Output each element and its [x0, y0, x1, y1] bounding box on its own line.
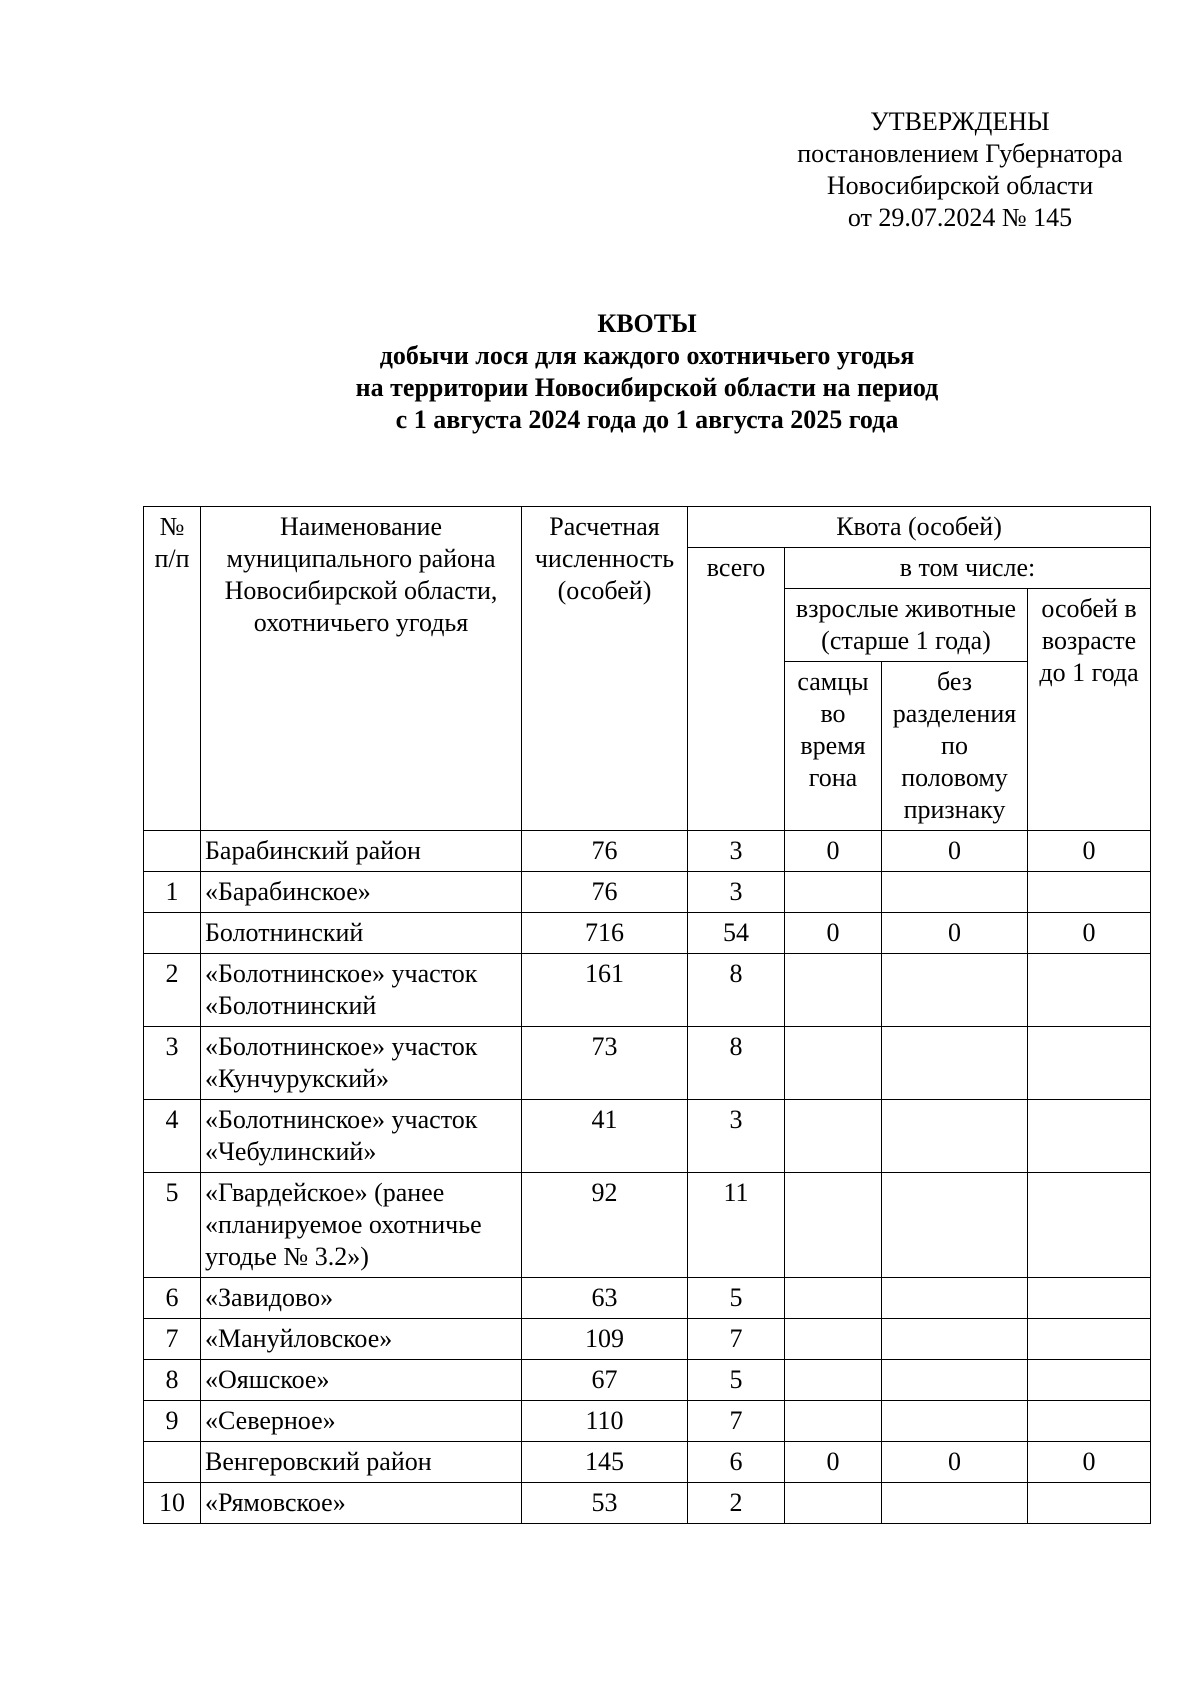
cell-population: 63: [522, 1278, 688, 1319]
table-row: [144, 1278, 1151, 1319]
cell-nosex: [882, 1483, 1028, 1524]
cell-num: 8: [144, 1360, 201, 1401]
cell-name: «Ояшское»: [201, 1360, 522, 1401]
cell-nosex: 0: [882, 831, 1028, 872]
cell-population: 161: [522, 954, 688, 1027]
cell-males: [785, 872, 882, 913]
title-line-3: на территории Новосибирской области на период: [355, 373, 939, 402]
cell-nosex: 0: [882, 913, 1028, 954]
cell-num: 4: [144, 1100, 201, 1173]
cell-name: «Барабинское»: [201, 872, 522, 913]
cell-total: 7: [688, 1319, 785, 1360]
cell-name: «Болотнинское» участок «Чебулинский»: [201, 1100, 522, 1173]
cell-males: 0: [785, 831, 882, 872]
table-row: [144, 872, 1151, 913]
cell-name: Барабинский район: [201, 831, 522, 872]
cell-population: 73: [522, 1027, 688, 1100]
cell-males: [785, 1319, 882, 1360]
cell-population: 76: [522, 872, 688, 913]
cell-young: [1028, 1360, 1151, 1401]
cell-nosex: [882, 872, 1028, 913]
cell-total: 5: [688, 1278, 785, 1319]
cell-males: [785, 1401, 882, 1442]
cell-name: «Северное»: [201, 1401, 522, 1442]
table-row: [144, 1483, 1151, 1524]
cell-young: [1028, 954, 1151, 1027]
cell-num: 3: [144, 1027, 201, 1100]
table-row: [144, 1401, 1151, 1442]
cell-population: 92: [522, 1173, 688, 1278]
approval-stamp: [700, 106, 1200, 234]
cell-nosex: [882, 1278, 1028, 1319]
cell-name: «Гвардейское» (ранее «планируемое охотничье угодье № 3.2»): [201, 1173, 522, 1278]
cell-young: [1028, 1401, 1151, 1442]
cell-young: [1028, 1173, 1151, 1278]
header-males: самцы во время гона: [785, 662, 882, 831]
cell-num: [144, 831, 201, 872]
cell-males: 0: [785, 913, 882, 954]
cell-name: «Рямовское»: [201, 1483, 522, 1524]
table-row: [144, 831, 1151, 872]
cell-name: «Завидово»: [201, 1278, 522, 1319]
cell-num: 5: [144, 1173, 201, 1278]
cell-num: [144, 1442, 201, 1483]
cell-population: 41: [522, 1100, 688, 1173]
header-num: № п/п: [144, 507, 201, 831]
cell-total: 11: [688, 1173, 785, 1278]
header-population: Расчетная численность (особей): [522, 507, 688, 831]
cell-young: [1028, 1027, 1151, 1100]
cell-name: Венгеровский район: [201, 1442, 522, 1483]
cell-name: «Болотнинское» участок «Кунчурукский»: [201, 1027, 522, 1100]
cell-num: 2: [144, 954, 201, 1027]
cell-nosex: [882, 954, 1028, 1027]
cell-total: 8: [688, 1027, 785, 1100]
cell-males: [785, 1027, 882, 1100]
cell-young: [1028, 1100, 1151, 1173]
cell-males: [785, 954, 882, 1027]
table-row: [144, 954, 1151, 1027]
cell-total: 3: [688, 872, 785, 913]
table-row: [144, 1027, 1151, 1100]
title-line-1: КВОТЫ: [597, 309, 697, 338]
header-young: особей в возрасте до 1 года: [1028, 589, 1151, 831]
cell-total: 2: [688, 1483, 785, 1524]
cell-young: 0: [1028, 913, 1151, 954]
cell-young: 0: [1028, 1442, 1151, 1483]
cell-num: 1: [144, 872, 201, 913]
document-title: [0, 308, 1200, 436]
cell-population: 110: [522, 1401, 688, 1442]
cell-nosex: [882, 1100, 1028, 1173]
cell-name: «Мануйловское»: [201, 1319, 522, 1360]
title-line-2: добычи лося для каждого охотничьего угодья: [379, 341, 915, 370]
cell-total: 6: [688, 1442, 785, 1483]
cell-num: 7: [144, 1319, 201, 1360]
cell-nosex: 0: [882, 1442, 1028, 1483]
cell-total: 54: [688, 913, 785, 954]
cell-nosex: [882, 1027, 1028, 1100]
cell-name: Болотнинский: [201, 913, 522, 954]
title-line-4: с 1 августа 2024 года до 1 августа 2025 года: [395, 405, 899, 434]
cell-young: 0: [1028, 831, 1151, 872]
cell-males: 0: [785, 1442, 882, 1483]
cell-young: [1028, 1278, 1151, 1319]
approval-line-3: Новосибирской области: [826, 171, 1094, 200]
cell-num: 10: [144, 1483, 201, 1524]
cell-population: 76: [522, 831, 688, 872]
cell-young: [1028, 872, 1151, 913]
cell-num: [144, 913, 201, 954]
table-row: [144, 1100, 1151, 1173]
cell-males: [785, 1483, 882, 1524]
table-row: [144, 1173, 1151, 1278]
cell-nosex: [882, 1173, 1028, 1278]
approval-line-1: УТВЕРЖДЕНЫ: [870, 107, 1050, 136]
cell-num: 6: [144, 1278, 201, 1319]
table-row: [144, 1360, 1151, 1401]
header-adults: взрослые животные (старше 1 года): [785, 589, 1028, 662]
cell-population: 109: [522, 1319, 688, 1360]
quota-table: [143, 506, 1151, 1524]
cell-nosex: [882, 1401, 1028, 1442]
cell-young: [1028, 1319, 1151, 1360]
header-nosex: без разделения по половому признаку: [882, 662, 1028, 831]
header-name: Наименование муниципального района Новосибирской области, охотничьего угодья: [201, 507, 522, 831]
cell-population: 67: [522, 1360, 688, 1401]
table-row: [144, 1442, 1151, 1483]
cell-males: [785, 1360, 882, 1401]
cell-population: 716: [522, 913, 688, 954]
cell-total: 5: [688, 1360, 785, 1401]
cell-total: 8: [688, 954, 785, 1027]
table-row: [144, 913, 1151, 954]
cell-males: [785, 1278, 882, 1319]
cell-young: [1028, 1483, 1151, 1524]
cell-males: [785, 1100, 882, 1173]
cell-population: 145: [522, 1442, 688, 1483]
cell-total: 3: [688, 831, 785, 872]
cell-population: 53: [522, 1483, 688, 1524]
approval-line-2: постановлением Губернатора: [797, 139, 1123, 168]
table-row: [144, 1319, 1151, 1360]
cell-num: 9: [144, 1401, 201, 1442]
cell-males: [785, 1173, 882, 1278]
cell-nosex: [882, 1360, 1028, 1401]
cell-total: 3: [688, 1100, 785, 1173]
header-quota: Квота (особей): [688, 507, 1151, 548]
cell-name: «Болотнинское» участок «Болотнинский: [201, 954, 522, 1027]
header-total: всего: [688, 548, 785, 831]
cell-nosex: [882, 1319, 1028, 1360]
approval-line-4: от 29.07.2024 № 145: [847, 203, 1073, 232]
cell-total: 7: [688, 1401, 785, 1442]
header-including: в том числе:: [785, 548, 1151, 589]
